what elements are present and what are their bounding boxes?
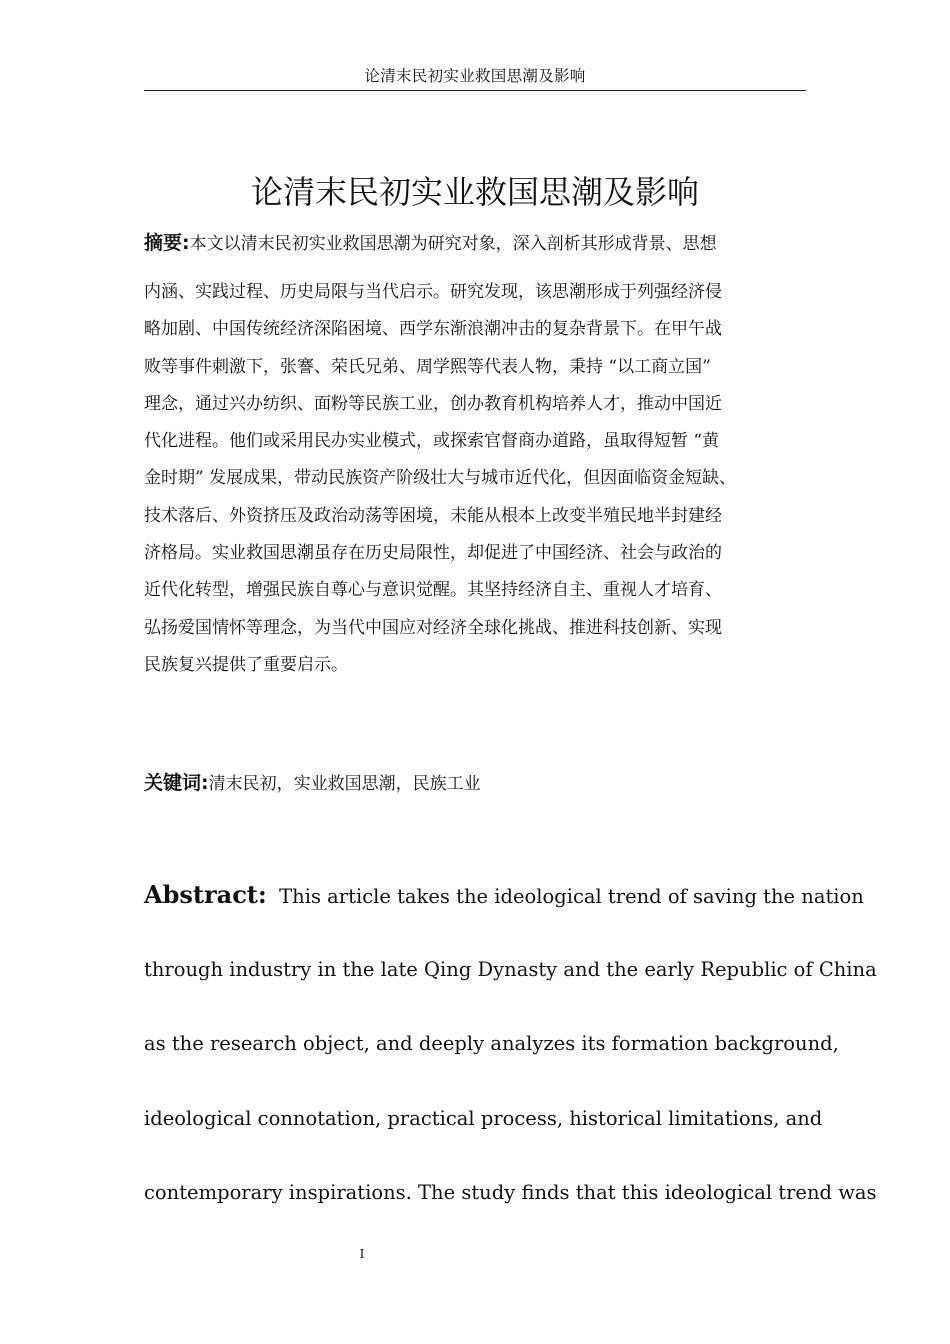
abstract-en-line: through industry in the late Qing Dynasty and the early Republic of China <box>144 957 877 981</box>
abstract-en-line: ideological connotation, practical process, historical limitations, and <box>144 1106 823 1130</box>
abstract-cn-line: 济格局。实业救国思潮虽存在历史局限性，却促进了中国经济、社会与政治的 <box>144 543 722 564</box>
paper-title: 论清末民初实业救国思潮及影响 <box>250 173 699 211</box>
keywords-label: 关键词: <box>144 772 209 794</box>
english-abstract <box>144 858 877 1231</box>
abstract-en-line: contemporary inspirations. The study finds that this ideological trend was <box>144 1181 877 1205</box>
page-number: I <box>359 1247 365 1261</box>
abstract-cn-line: 略加剧、中国传统经济深陷困境、西学东渐浪潮冲击的复杂背景下。在甲午战 <box>144 319 722 340</box>
keywords <box>144 768 806 799</box>
running-header-title: 论清末民初实业救国思潮及影响 <box>364 67 586 85</box>
abstract-cn-line: 理念，通过兴办纺织、面粉等民族工业，创办教育机构培养人才，推动中国近 <box>144 393 722 414</box>
abstract-cn-line: 金时期” 发展成果，带动民族资产阶级壮大与城市近代化，但因面临资金短缺、 <box>144 468 737 489</box>
abstract-en-line <box>144 858 864 933</box>
chinese-abstract <box>144 225 806 684</box>
abstract-cn-line: 近代化转型，增强民族自尊心与意识觉醒。其坚持经济自主、重视人才培育、 <box>144 580 722 601</box>
abstract-en-line-text: This article takes the ideological trend of saving the nation <box>279 885 864 908</box>
abstract-cn-line: 败等事件刺激下，张謇、荣氏兄弟、周学熙等代表人物，秉持 “以工商立国” <box>144 356 711 377</box>
abstract-cn-label: 摘要: <box>144 232 190 254</box>
abstract-cn-line: 内涵、实践过程、历史局限与当代启示。研究发现，该思潮形成于列强经济侵 <box>144 282 722 302</box>
keywords-text: 清末民初，实业救国思潮，民族工业 <box>208 774 481 794</box>
abstract-cn-line: 民族复兴提供了重要启示。 <box>144 654 348 675</box>
running-header <box>144 66 806 91</box>
abstract-cn-line: 技术落后、外资挤压及政治动荡等困境，未能从根本上改变半殖民地半封建经 <box>144 505 722 526</box>
abstract-cn-line <box>144 225 806 274</box>
abstract-en-line: as the research object, and deeply analyzes its formation background, <box>144 1032 839 1056</box>
abstract-cn-line-text: 本文以清末民初实业救国思潮为研究对象，深入剖析其形成背景、思想 <box>189 234 717 254</box>
abstract-en-label: Abstract: <box>144 880 267 909</box>
abstract-cn-line: 代化进程。他们或采用民办实业模式，或探索官督商办道路，虽取得短暂 “黄 <box>144 431 720 452</box>
abstract-cn-line: 弘扬爱国情怀等理念，为当代中国应对经济全球化挑战、推进科技创新、实现 <box>144 617 722 638</box>
